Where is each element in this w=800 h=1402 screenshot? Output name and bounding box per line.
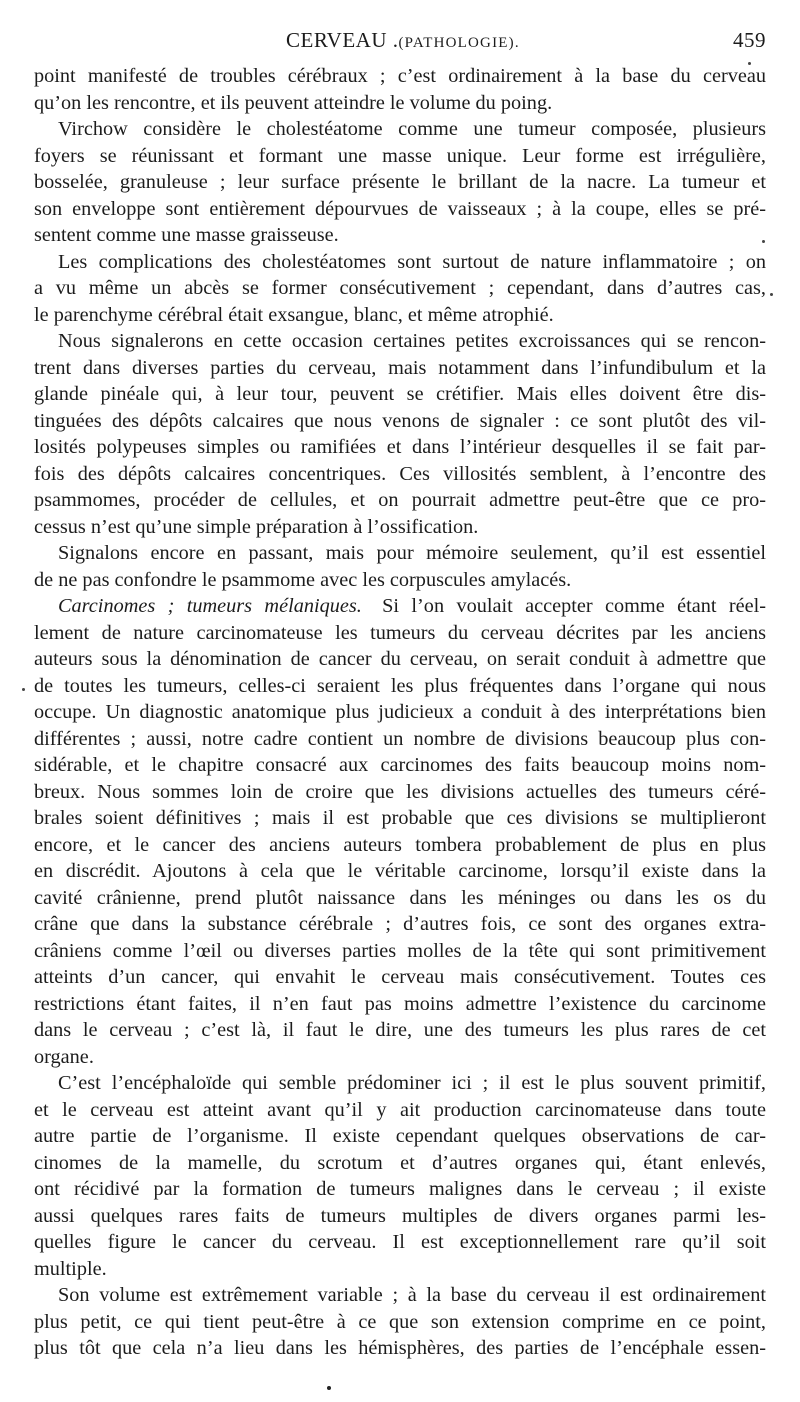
text-line: qu’on les rencontre, et ils peuvent atteindre le volume du poing. bbox=[34, 91, 553, 114]
text-line: C’est l’encéphaloïde qui semble prédominer ici ; il est le plus souvent primitif, bbox=[58, 1072, 766, 1094]
print-speck bbox=[770, 293, 773, 296]
text-line: Les complications des cholestéatomes sont surtout de nature inflammatoire ; on bbox=[58, 250, 766, 273]
text-line: quelles figure le cancer du cerveau. Il est exceptionnellement rare qu’il soit bbox=[34, 1231, 766, 1253]
text-line: tinguées des dépôts calcaires que nous venons de signaler : ce sont plutôt des vil- bbox=[34, 409, 766, 432]
text-line: restrictions étant faites, il n’en faut pas moins admettre l’existence du carcinome bbox=[34, 992, 766, 1015]
text-line: crâne que dans la substance cérébrale ; d’autres fois, ce sont des organes extra- bbox=[34, 913, 766, 935]
text-line: de ne pas confondre le psammome avec les corpuscules amylacés. bbox=[34, 568, 572, 591]
text-line: aussi quelques rares faits de tumeurs multiples de divers organes parmi les- bbox=[34, 1204, 766, 1227]
text-line: losités polypeuses simples ou ramifiées et dans l’intérieur desquelles il se fait par- bbox=[34, 436, 766, 458]
text-line: point manifesté de troubles cérébraux ; c’est ordinairement à la base du cerveau bbox=[34, 65, 766, 87]
text-line: lement de nature carcinomateuse les tumeurs du cerveau décrites par les anciens bbox=[34, 621, 766, 644]
text-line: le parenchyme cérébral était exsangue, blanc, et même atrophié. bbox=[34, 303, 554, 326]
text-line: psammomes, procéder de cellules, et on pourrait admettre peut-être que ce pro- bbox=[34, 489, 766, 511]
text-line: atteints d’un cancer, qui envahit le cerveau mais consécutivement. Toutes ces bbox=[34, 966, 766, 988]
text-line: autre partie de l’organisme. Il existe cependant quelques observations de car- bbox=[34, 1125, 766, 1147]
text-line: dans le cerveau ; c’est là, il faut le dire, une des tumeurs les plus rares de cet bbox=[34, 1019, 766, 1041]
text-line: fois des dépôts calcaires concentriques. Ces villosités semblent, à l’encontre des bbox=[34, 462, 766, 485]
print-speck bbox=[748, 62, 751, 65]
text-line: brales soient définitives ; mais il est probable que ces divisions se multiplieront bbox=[34, 807, 766, 829]
header-title-main: CERVEAU . bbox=[286, 28, 399, 52]
header-title bbox=[286, 28, 520, 53]
text-line: cinomes de la mamelle, du scrotum et d’autres organes qui, étant enlevés, bbox=[34, 1151, 766, 1174]
text-line: son enveloppe sont entièrement dépourvues de vaisseaux ; à la coupe, elles se pré- bbox=[34, 197, 766, 220]
text-line: Nous signalerons en cette occasion certaines petites excroissances qui se rencon- bbox=[58, 330, 766, 352]
text-line: auteurs sous la dénomination de cancer du cerveau, on serait conduit à admettre que bbox=[34, 648, 766, 670]
text-line: Son volume est extrêmement variable ; à la base du cerveau il est ordinairement bbox=[58, 1284, 766, 1306]
text-line: de toutes les tumeurs, celles-ci seraient les plus fréquentes dans l’organe qui nous bbox=[34, 674, 766, 697]
text-line-with-heading bbox=[34, 593, 766, 620]
text-line: cessus n’est qu’une simple préparation à l’ossification. bbox=[34, 515, 479, 538]
print-speck bbox=[762, 240, 765, 243]
text-line: bosselée, granuleuse ; leur surface présente le brillant de la nacre. La tumeur et bbox=[34, 171, 766, 193]
text-line: multiple. bbox=[34, 1257, 107, 1280]
section-heading-italic: Carcinomes ; tumeurs mélaniques. bbox=[58, 595, 362, 617]
text-line: et le cerveau est atteint avant qu’il y ait production carcinomateuse dans toute bbox=[34, 1098, 766, 1121]
text-line: glande pinéale qui, à leur tour, peuvent se crétifier. Mais elles doivent être dis- bbox=[34, 383, 766, 405]
text-line: breux. Nous sommes loin de croire que les divisions actuelles des tumeurs céré- bbox=[34, 780, 766, 803]
body-text bbox=[34, 63, 766, 1362]
text-line: sentent comme une masse graisseuse. bbox=[34, 224, 339, 246]
text-line: en discrédit. Ajoutons à cela que le véritable carcinome, lorsqu’il existe dans la bbox=[34, 860, 766, 882]
text-line: occupe. Un diagnostic anatomique plus judicieux a conduit à des interprétations bien bbox=[34, 701, 766, 723]
text-line: organe. bbox=[34, 1045, 94, 1068]
text-line: foyers se réunissant et formant une masse unique. Leur forme est irrégulière, bbox=[34, 144, 766, 167]
text-line: plus tôt que cela n’a lieu dans les hémisphères, des parties de l’encéphale essen- bbox=[34, 1337, 766, 1359]
page-number: 459 bbox=[733, 28, 766, 52]
text-line: sidérable, et le chapitre consacré aux carcinomes des faits beaucoup moins nom- bbox=[34, 754, 766, 776]
print-dot bbox=[327, 1386, 331, 1390]
text-line: ont récidivé par la formation de tumeurs malignes dans le cerveau ; il existe bbox=[34, 1178, 766, 1200]
text-line: encore, et le cancer des anciens auteurs tombera probablement de plus en plus bbox=[34, 833, 766, 856]
running-header bbox=[34, 28, 766, 54]
text-line: plus petit, ce qui tient peut-être à ce que son extension comprime en ce point, bbox=[34, 1310, 766, 1333]
text-line: Signalons encore en passant, mais pour mémoire seulement, qu’il est essentiel bbox=[58, 542, 766, 564]
text-line: Virchow considère le cholestéatome comme une tumeur composée, plusieurs bbox=[58, 118, 766, 140]
print-speck bbox=[22, 688, 25, 691]
heading-line-text: Si l’on voulait accepter comme étant réel- bbox=[382, 595, 766, 617]
header-title-sub: (PATHOLOGIE). bbox=[398, 35, 520, 51]
text-line: trent dans diverses parties du cerveau, mais notamment dans l’infundibulum et la bbox=[34, 356, 766, 379]
text-line: différentes ; aussi, notre cadre contient un nombre de divisions beaucoup plus con- bbox=[34, 727, 766, 750]
text-line: a vu même un abcès se former consécutivement ; cependant, dans d’autres cas, bbox=[34, 277, 766, 299]
text-line: crâniens comme l’œil ou diverses parties molles de la tête qui sont primitivement bbox=[34, 939, 766, 962]
text-line: cavité crânienne, prend plutôt naissance dans les méninges ou dans les os du bbox=[34, 886, 766, 909]
